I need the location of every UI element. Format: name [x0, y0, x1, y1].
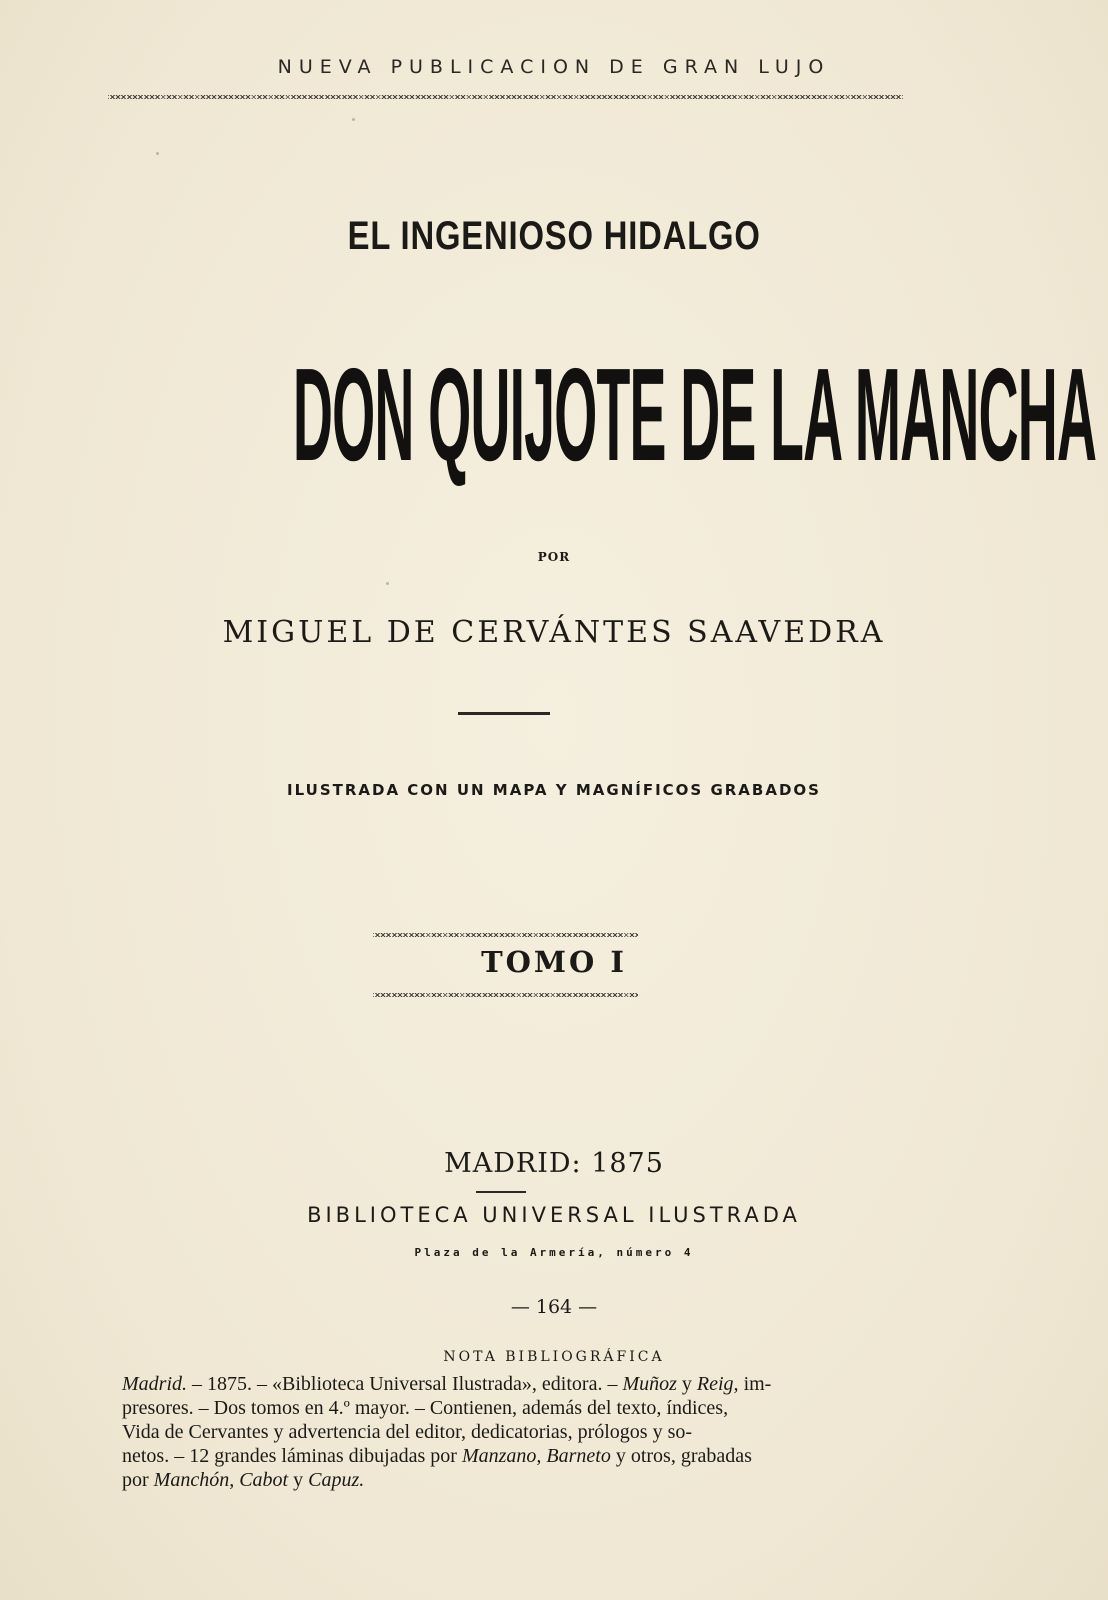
- note-line: [122, 1468, 882, 1492]
- note-text: netos. – 12 grandes láminas dibujadas por: [122, 1445, 462, 1467]
- paper-speck: [156, 152, 159, 155]
- note-italic-text: Manzano, Barneto: [461, 1445, 611, 1467]
- note-text: presores. – Dos tomos en 4.º mayor. – Contienen, además del texto, índices,: [122, 1397, 729, 1419]
- bibliographic-note: [122, 1372, 882, 1492]
- note-line: [122, 1420, 882, 1444]
- paper-speck: [386, 582, 389, 585]
- note-italic-text: Manchón, Cabot: [153, 1469, 289, 1491]
- ornamental-rule-top: [108, 95, 903, 99]
- subtitle: EL INGENIOSO HIDALGO: [347, 214, 761, 258]
- main-title: DON QUIJOTE DE LA MANCHA: [292, 341, 1097, 488]
- ornamental-rule-volume-top: [373, 933, 638, 937]
- note-text: por: [122, 1469, 154, 1491]
- imprint-city-year: MADRID: 1875: [444, 1148, 664, 1179]
- note-italic-text: Reig,: [696, 1373, 739, 1395]
- note-text: Vida de Cervantes y advertencia del editor, dedicatorias, prólogos y so-: [122, 1421, 693, 1443]
- paper-speck: [352, 118, 355, 121]
- series-header: NUEVA PUBLICACION DE GRAN LUJO: [277, 56, 831, 78]
- note-italic-text: Madrid.: [122, 1373, 187, 1395]
- author-name: MIGUEL DE CERVÁNTES SAAVEDRA: [222, 615, 886, 650]
- ornamental-rule-volume-bottom: [373, 993, 638, 997]
- note-italic-text: Muñoz: [622, 1373, 677, 1395]
- note-text: y: [676, 1373, 697, 1395]
- imprint-rule: [476, 1191, 526, 1193]
- page-number: — 164 —: [510, 1296, 598, 1318]
- by-label: POR: [537, 550, 571, 564]
- note-line: [122, 1444, 882, 1468]
- note-italic-text: Capuz.: [308, 1469, 365, 1491]
- publisher-address: Plaza de la Armería, número 4: [414, 1246, 694, 1259]
- note-line: [122, 1372, 882, 1396]
- author-rule: [458, 712, 550, 715]
- volume-label: TOMO I: [481, 945, 627, 979]
- note-text: y otros, grabadas: [610, 1445, 752, 1467]
- illustration-note: ILUSTRADA CON UN MAPA Y MAGNÍFICOS GRABADOS: [287, 781, 821, 799]
- note-title: NOTA BIBLIOGRÁFICA: [443, 1349, 665, 1365]
- note-line: [122, 1396, 882, 1420]
- note-text: im-: [738, 1373, 772, 1395]
- note-text: y: [288, 1469, 309, 1491]
- publisher-name: BIBLIOTECA UNIVERSAL ILUSTRADA: [307, 1203, 801, 1227]
- note-text: – 1875. – «Biblioteca Universal Ilustrada», editora. –: [187, 1373, 623, 1395]
